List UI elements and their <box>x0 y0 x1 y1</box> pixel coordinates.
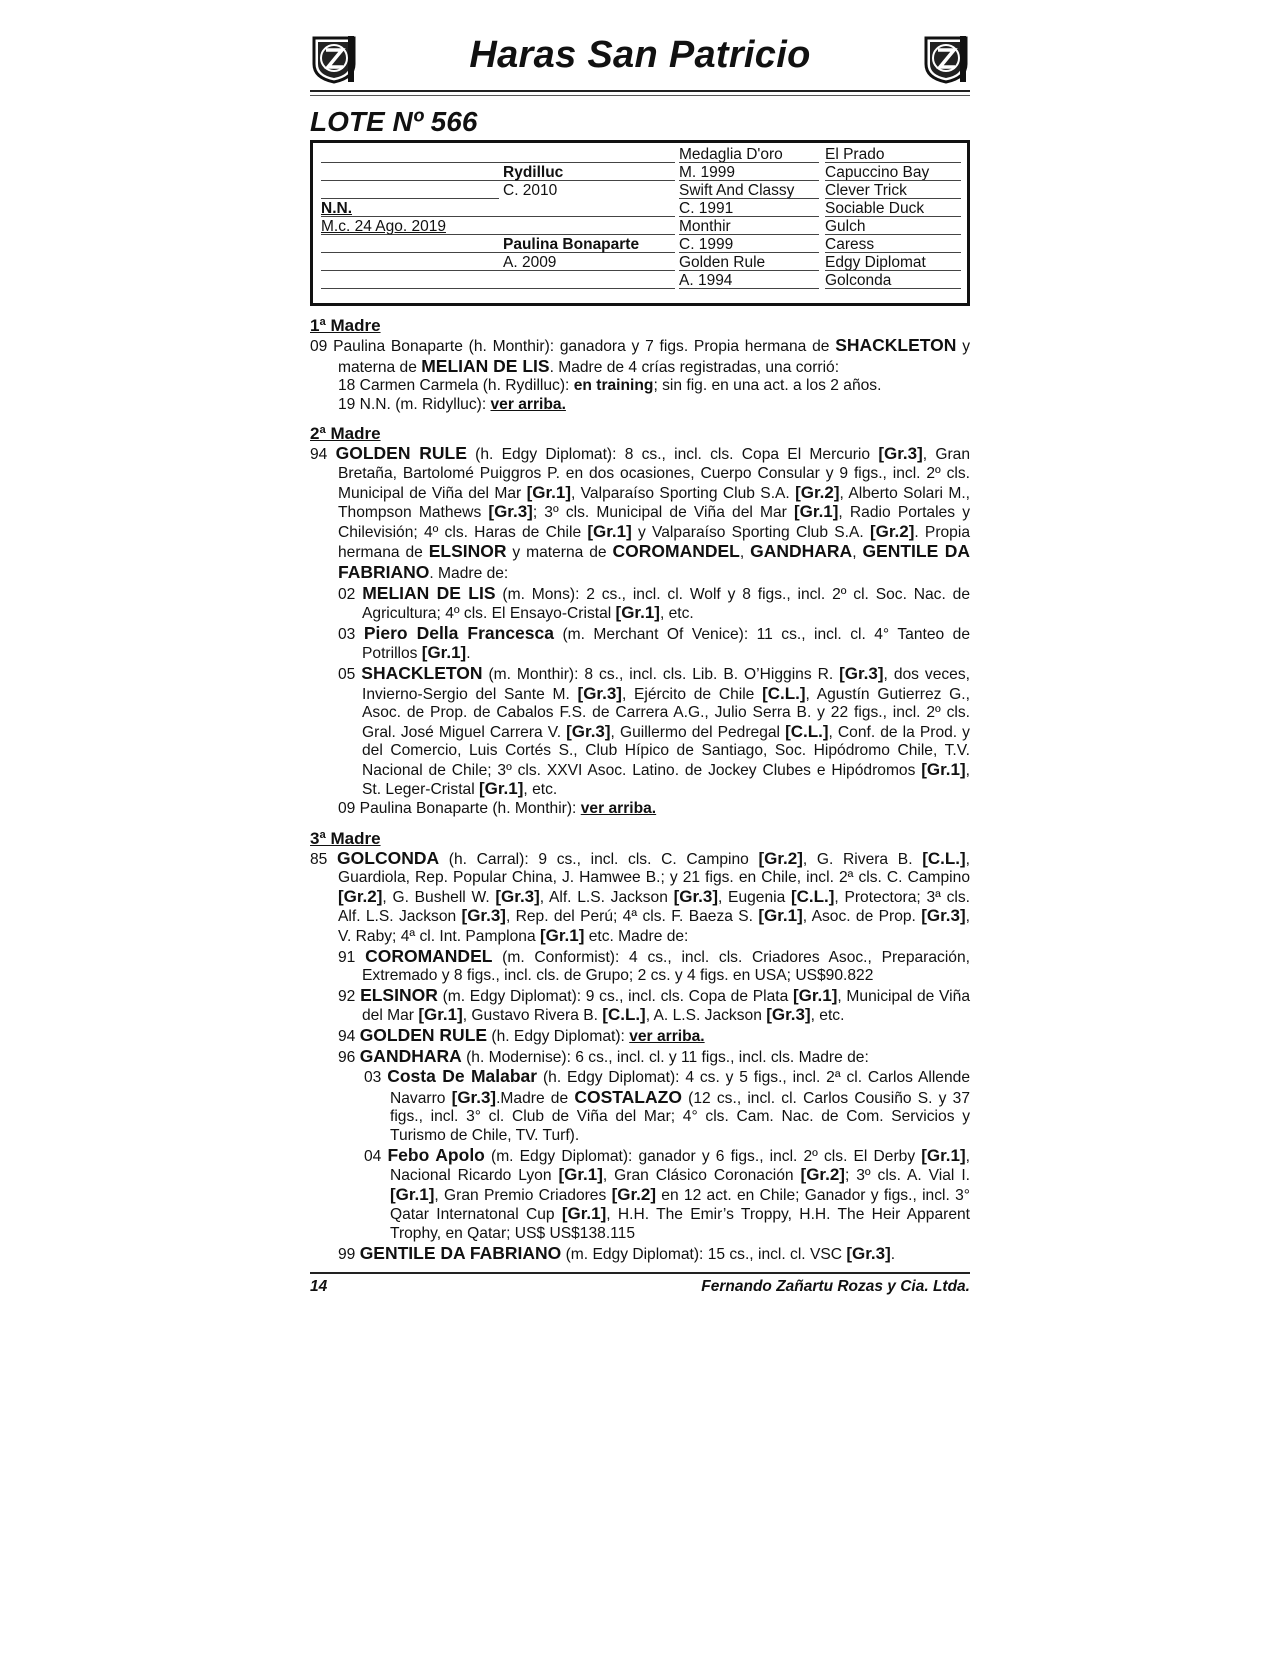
produce-entry: 02 MELIAN DE LIS (m. Mons): 2 cs., incl. cl. Wolf y 8 figs., incl. 2º cl. Soc. Nac. de Agricultura; 4º cls. El Ensayo-Cristal [Gr.1], etc. <box>338 582 970 623</box>
haras-logo-icon <box>922 34 970 84</box>
grandsire-1: Medaglia D'oro <box>679 146 783 163</box>
produce-entry: 99 GENTILE DA FABRIANO (m. Edgy Diplomat): 15 cs., incl. cl. VSC [Gr.3]. <box>338 1242 896 1263</box>
produce-entry: 09 Paulina Bonaparte (h. Monthir): ver arriba. <box>338 800 657 818</box>
sire-info: C. 2010 <box>503 182 558 199</box>
page-number: 14 <box>310 1278 328 1296</box>
section-title: 3ª Madre <box>310 828 381 848</box>
company-name: Fernando Zañartu Rozas y Cia. Ltda. <box>701 1278 970 1296</box>
dam-entry: 85 GOLCONDA (h. Carral): 9 cs., incl. cls. C. Campino [Gr.2], G. Rivera B. [C.L.], Guardiola, Rep. Popular China, J. Hamwee B.; y 21 figs. en Chile, incl. 2ª cls. C. Campino [Gr.2], G. Bushell W. [Gr.3], Alf. L.S. Jackson [Gr.3], Eugenia [C.L.], Protectora; 3ª cls. Alf. L.S. Jackson [Gr.3], Rep. del Perú; 4ª cls. F. Baeza S. [Gr.1], Asoc. de Prop. [Gr.3], V. Raby; 4ª cl. Int. Pamplona [Gr.1] etc. Madre de: <box>310 847 970 946</box>
produce-entry: 19 N.N. (m. Ridylluc): ver arriba. <box>338 395 566 413</box>
page-footer <box>310 1272 970 1300</box>
section-title: 2ª Madre <box>310 424 381 444</box>
sire-name: Rydilluc <box>503 164 564 181</box>
foal-name: N.N. <box>321 200 352 217</box>
grandsire-1-info: M. 1999 <box>679 164 736 181</box>
ggparent: Edgy Diplomat <box>825 254 926 271</box>
granddam-1: Swift And Classy <box>679 182 795 199</box>
section-title: 1ª Madre <box>310 316 381 335</box>
ggparent: Capuccino Bay <box>825 164 930 181</box>
produce-entry: 96 GANDHARA (h. Modernise): 6 cs., incl. cl. y 11 figs., incl. cls. Madre de: <box>338 1045 869 1066</box>
catalog-page <box>310 28 970 1300</box>
page-title: Haras San Patricio <box>469 34 811 76</box>
ggparent: El Prado <box>825 146 885 163</box>
dam-name: Paulina Bonaparte <box>503 236 640 253</box>
ggparent: Caress <box>825 236 875 253</box>
second-dam-section <box>310 424 970 818</box>
page-header <box>310 28 970 92</box>
foal-info: M.c. 24 Ago. 2019 <box>321 218 446 235</box>
grand-produce-entry: 04 Febo Apolo (m. Edgy Diplomat): ganador y 6 figs., incl. 2º cls. El Derby [Gr.1], Nacional Ricardo Lyon [Gr.1], Gran Clásico Coronación [Gr.2]; 3º cls. A. Vial I. [Gr.1], Gran Premio Criadores [Gr.2] en 12 act. en Chile; Ganador y figs., incl. 3° Qatar Internatonal Cup [Gr.1], H.H. The Emir’s Troppy, H.H. The Heir Apparent Trophy, en Qatar; US$ US$138.115 <box>364 1144 970 1242</box>
produce-entry: 92 ELSINOR (m. Edgy Diplomat): 9 cs., incl. cls. Copa de Plata [Gr.1], Municipal de Viña del Mar [Gr.1], Gustavo Rivera B. [C.L.], A. L.S. Jackson [Gr.3], etc. <box>338 984 970 1025</box>
dam-info: A. 2009 <box>503 254 557 271</box>
first-dam-section <box>310 316 970 414</box>
grand-produce-entry: 03 Costa De Malabar (h. Edgy Diplomat): 4 cs. y 5 figs., incl. 2ª cl. Carlos Allende Navarro [Gr.3].Madre de COSTALAZO (12 cs., incl. cl. Carlos Cousiño S. y 37 figs., incl. 3° cl. Club de Viña del Mar; 4° cls. Cam. Nac. de Com. Servicios y Turismo de Chile, TV. Turf). <box>364 1066 971 1144</box>
lot-number: LOTE Nº 566 <box>310 106 478 137</box>
grandsire-2-info: C. 1999 <box>679 236 734 253</box>
produce-entry: 94 GOLDEN RULE (h. Edgy Diplomat): ver arriba. <box>338 1025 705 1045</box>
produce-entry: 91 COROMANDEL (m. Conformist): 4 cs., incl. cls. Criadores Asoc., Preparación, Extremado y 8 figs., incl. cls. de Grupo; 2 cs. y 4 figs. en USA; US$90.822 <box>338 945 970 985</box>
ggparent: Clever Trick <box>825 182 907 199</box>
produce-entry: 03 Piero Della Francesca (m. Merchant Of Venice): 11 cs., incl. cl. 4° Tanteo de Potrillos [Gr.1]. <box>338 622 970 663</box>
granddam-2-info: A. 1994 <box>679 272 733 289</box>
third-dam-section <box>310 829 970 1264</box>
ggparent: Sociable Duck <box>825 200 925 217</box>
dam-entry: 09 Paulina Bonaparte (h. Monthir): ganadora y 7 figs. Propia hermana de SHACKLETON y materna de MELIAN DE LIS. Madre de 4 crías registradas, una corrió: <box>310 335 970 376</box>
ggparent: Gulch <box>825 218 866 235</box>
granddam-2: Golden Rule <box>679 254 766 271</box>
produce-entry: 18 Carmen Carmela (h. Rydilluc): en training; sin fig. en una act. a los 2 años. <box>338 377 882 395</box>
granddam-1-info: C. 1991 <box>679 200 734 217</box>
pedigree-table <box>310 140 970 306</box>
grandsire-2: Monthir <box>679 218 731 235</box>
ggparent: Golconda <box>825 272 892 289</box>
dam-entry: 94 GOLDEN RULE (h. Edgy Diplomat): 8 cs., incl. cls. Copa El Mercurio [Gr.3], Gran Bretaña, Bartolomé Puiggros P. en dos ocasiones, Cuerpo Consular y 9 figs., incl. 2º cls. Municipal de Viña del Mar [Gr.1], Valparaíso Sporting Club S.A. [Gr.2], Alberto Solari M., Thompson Mathews [Gr.3]; 3º cls. Municipal de Viña del Mar [Gr.1], Radio Portales y Chilevisión; 4º cls. Haras de Chile [Gr.1] y Valparaíso Sporting Club S.A. [Gr.2]. Propia hermana de ELSINOR y materna de COROMANDEL, GANDHARA, GENTILE DA FABRIANO. Madre de: <box>310 443 970 582</box>
produce-entry: 05 SHACKLETON (m. Monthir): 8 cs., incl. cls. Lib. B. O’Higgins R. [Gr.3], dos veces, Invierno-Sergio del Sante M. [Gr.3], Ejército de Chile [C.L.], Agustín Gutierrez G., Asoc. de Prop. de Cabalos F.S. de Carrera A.G., Julio Serra B. y 22 figs., incl. 2º cls. Gral. José Miguel Carrera V. [Gr.3], Guillermo del Pedregal [C.L.], Conf. de la Prod. y del Comercio, Luis Cortés S., Club Hípico de Santiago, Soc. Hipódromo Chile, T.V. Nacional de Chile; 3º cls. XXVI Asoc. Latino. de Jockey Clubes e Hipódromos [Gr.1], St. Leger-Cristal [Gr.1], etc. <box>338 662 970 799</box>
